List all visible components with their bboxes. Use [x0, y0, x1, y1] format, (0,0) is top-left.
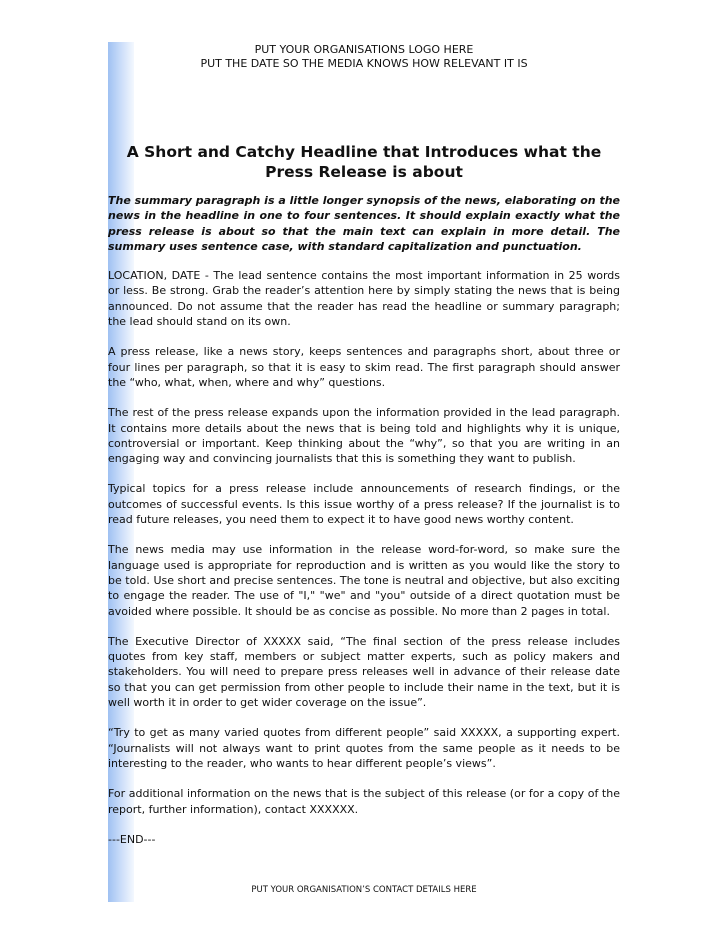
document-body — [108, 193, 620, 862]
contact-paragraph: For additional information on the news that is the subject of this release (or for a copy of the report, further information), contact XXXXXX. — [108, 787, 620, 816]
quote-paragraph: The Executive Director of XXXXX said, “The final section of the press release includes quotes from key staff, members or subject matter experts, such as policy makers and stakeholders. You will need to prepare press releases well in advance of their release date so that you can get permission from other people to include their name in the text, but it is well worth it in order to get wider coverage on the issue”. — [108, 634, 620, 710]
contact-details-footer: PUT YOUR ORGANISATION’S CONTACT DETAILS HERE — [251, 885, 477, 895]
logo-placeholder: PUT YOUR ORGANISATIONS LOGO HERE — [254, 43, 474, 56]
date-placeholder: PUT THE DATE SO THE MEDIA KNOWS HOW RELEVANT IT IS — [200, 57, 528, 70]
summary-paragraph: The summary paragraph is a little longer synopsis of the news, elaborating on the news in the headline in one to four sentences. It should explain exactly what the press release is about so that the main text can explain in more detail. The summary uses sentence case, with standard capitalization and punctuation. — [108, 194, 620, 253]
quote-paragraph: “Try to get as many varied quotes from different people” said XXXXX, a supporting expert. “Journalists will not always want to print quotes from the same people as it needs to be interesting to the reader, who wants to hear different people’s views”. — [108, 726, 620, 770]
body-paragraph: The news media may use information in the release word-for-word, so make sure the language used is appropriate for reproduction and is written as you would like the story to be told. Use short and precise sentences. The tone is neutral and objective, but also exciting to engage the reader. The use of "I," "we" and "you" outside of a direct quotation must be avoided where possible. It should be as concise as possible. No more than 2 pages in total. — [108, 543, 620, 618]
end-marker: ---END--- — [108, 832, 156, 846]
document-header — [108, 43, 620, 71]
body-paragraph: The rest of the press release expands upon the information provided in the lead paragraph. It contains more details about the news that is being told and highlights why it is unique, controversial or important. Keep thinking about the “why”, so that you are writing in an engaging way and convincing journalists that this is something they want to publish. — [108, 406, 620, 466]
body-paragraph: A press release, like a news story, keeps sentences and paragraphs short, about three or four lines per paragraph, so that it is easy to skim read. The first paragraph should answer the “who, what, when, where and why” questions. — [108, 345, 620, 389]
body-paragraph: Typical topics for a press release include announcements of research findings, or the outcomes of successful events. Is this issue worthy of a press release? If the journalist is to read future releases, you need them to expect it to have good news worthy content. — [108, 482, 620, 527]
lead-paragraph: LOCATION, DATE - The lead sentence contains the most important information in 25 words or less. Be strong. Grab the reader’s attention here by simply stating the news that is being announced. Do not assume that the reader has read the headline or summary paragraph; the lead should stand on its own. — [108, 269, 620, 329]
headline: A Short and Catchy Headline that Introduces what the Press Release is about — [126, 143, 602, 181]
